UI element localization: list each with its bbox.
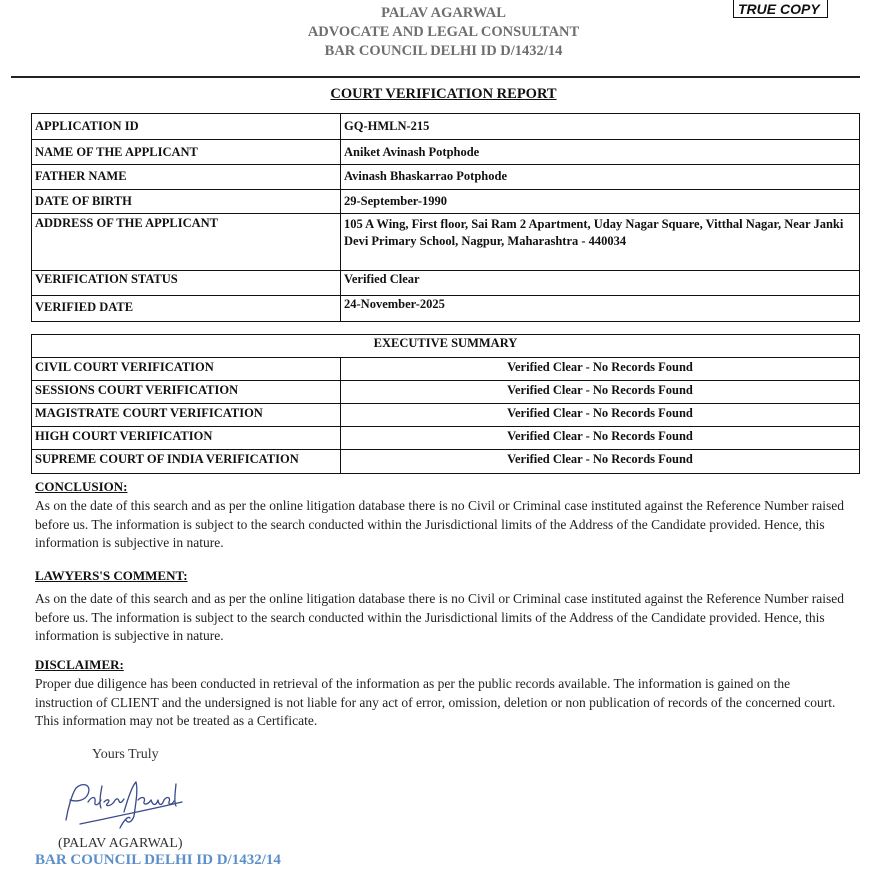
lawyers-comment-title: LAWYERS'S COMMENT:: [35, 568, 188, 583]
table-row: [32, 335, 860, 358]
table-row: [32, 165, 860, 190]
table-row: [32, 271, 860, 296]
table-row: [32, 114, 860, 140]
signer-name: (PALAV AGARWAL): [58, 836, 183, 851]
detail-value: Aniket Avinash Potphode: [341, 140, 860, 165]
conclusion-text: As on the date of this search and as per the online litigation database there is no Civil or Criminal case instituted against the Reference Number raised before us. The information is subject to the search conducted within the Jurisdictional limits of the Address of the Candidate provided. Hence, this information is subjective in nature.: [35, 498, 845, 551]
advocate-bar-id: BAR COUNCIL DELHI ID D/1432/14: [324, 43, 563, 59]
report-title: COURT VERIFICATION REPORT: [330, 86, 557, 102]
detail-value: 24-November-2025: [341, 296, 860, 322]
table-row: [32, 140, 860, 165]
court-status: Verified Clear - No Records Found: [341, 427, 860, 450]
conclusion-title: CONCLUSION:: [35, 479, 128, 494]
signer-bar-id: BAR COUNCIL DELHI ID D/1432/14: [35, 852, 281, 868]
table-row: [32, 450, 860, 474]
closing-salutation: Yours Truly: [92, 747, 159, 762]
detail-label: DATE OF BIRTH: [32, 190, 341, 214]
table-row: [32, 190, 860, 214]
court-label: CIVIL COURT VERIFICATION: [32, 358, 341, 381]
court-label: SESSIONS COURT VERIFICATION: [32, 381, 341, 404]
detail-value: Avinash Bhaskarrao Potphode: [341, 165, 860, 190]
detail-value: GQ-HMLN-215: [341, 114, 860, 140]
table-row: [32, 214, 860, 271]
table-row: [32, 358, 860, 381]
court-label: HIGH COURT VERIFICATION: [32, 427, 341, 450]
detail-label: NAME OF THE APPLICANT: [32, 140, 341, 165]
applicant-details-table: [31, 113, 860, 322]
detail-value: 29-September-1990: [341, 190, 860, 214]
executive-summary-heading: EXECUTIVE SUMMARY: [32, 335, 860, 358]
detail-value: Verified Clear: [341, 271, 860, 296]
true-copy-stamp: TRUE COPY: [733, 0, 828, 18]
handwritten-signature: [58, 772, 188, 832]
table-row: [32, 381, 860, 404]
detail-label: ADDRESS OF THE APPLICANT: [32, 214, 341, 271]
lawyers-comment-text: As on the date of this search and as per the online litigation database there is no Civil or Criminal case instituted against the Reference Number raised before us. The information is subject to the search conducted within the Jurisdictional limits of the Address of the Candidate provided. Hence, this information is subjective in nature.: [35, 591, 845, 644]
detail-label: APPLICATION ID: [32, 114, 341, 140]
disclaimer-title: DISCLAIMER:: [35, 657, 124, 672]
court-label: MAGISTRATE COURT VERIFICATION: [32, 404, 341, 427]
detail-label: VERIFIED DATE: [32, 296, 341, 322]
executive-summary-table: [31, 334, 860, 474]
table-row: [32, 404, 860, 427]
table-row: [32, 296, 860, 322]
disclaimer-text: Proper due diligence has been conducted in retrieval of the information as per the public records available. The information is gained on the instruction of CLIENT and the undersigned is not liable for any act of error, omission, deletion or non publication of records of the concerned court. This information may not be treated as a Certificate.: [35, 676, 836, 729]
court-status: Verified Clear - No Records Found: [341, 381, 860, 404]
advocate-designation: ADVOCATE AND LEGAL CONSULTANT: [307, 24, 580, 40]
court-status: Verified Clear - No Records Found: [341, 358, 860, 381]
detail-value: 105 A Wing, First floor, Sai Ram 2 Apartment, Uday Nagar Square, Vitthal Nagar, Near Janki Devi Primary School, Nagpur, Maharashtra - 440034: [341, 214, 860, 271]
court-label: SUPREME COURT OF INDIA VERIFICATION: [32, 450, 341, 474]
detail-label: VERIFICATION STATUS: [32, 271, 341, 296]
court-status: Verified Clear - No Records Found: [341, 450, 860, 474]
header-divider: [11, 76, 860, 78]
table-row: [32, 427, 860, 450]
detail-label: FATHER NAME: [32, 165, 341, 190]
advocate-name: PALAV AGARWAL: [381, 5, 506, 21]
court-status: Verified Clear - No Records Found: [341, 404, 860, 427]
